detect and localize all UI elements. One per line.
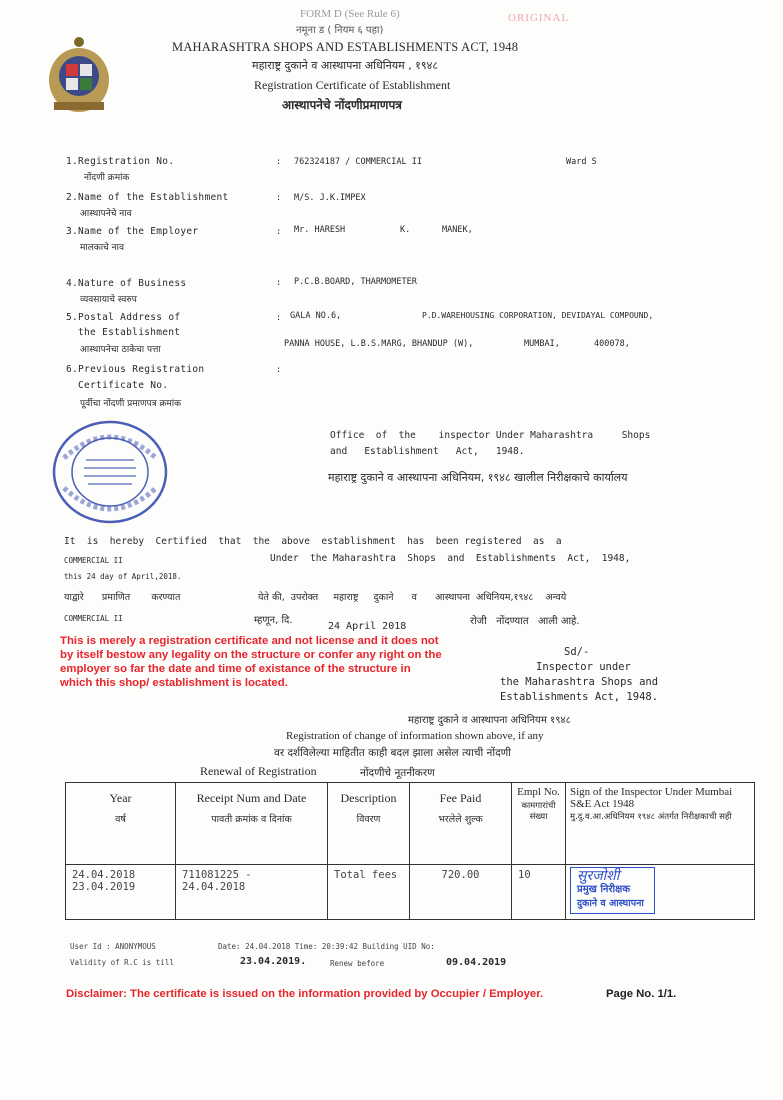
form-line-mr: नमूना ड ( नियम ६ पहा): [296, 25, 384, 36]
inspector-line3: Establishments Act, 1948.: [500, 691, 659, 703]
cell-year: 24.04.2018 23.04.2019: [66, 865, 176, 920]
certify-mr-category: COMMERCIAL II: [64, 614, 123, 623]
field-nature-of-business-label: 4.Nature of Business: [66, 278, 187, 289]
colon: :: [276, 278, 282, 288]
inspector-signature-stamp: [570, 867, 655, 914]
col-fee-mr: भरलेले शुल्क: [438, 814, 483, 825]
col-description: Description विवरण: [328, 783, 410, 865]
mcgm-emblem-logo: [44, 36, 114, 116]
col-fee: Fee Paid भरलेले शुल्क: [410, 783, 512, 865]
change-line-mr: वर दर्शविलेल्या माहितीत काही बदल झाला असेल त्याची नोंदणी: [274, 747, 511, 759]
inspector-line2: the Maharashtra Shops and: [500, 676, 659, 688]
office-line-mr: महाराष्ट्र दुकाने व आस्थापना अधिनियम, १९४८ खालील निरीक्षकाचे कार्यालय: [328, 471, 628, 484]
colon: :: [276, 365, 282, 375]
cert-title: Registration Certificate of Establishment: [254, 78, 451, 92]
field-previous-registration-label-2: Certificate No.: [78, 380, 169, 391]
renewal-header-row: [66, 783, 755, 865]
field-registration-no-label: 1.Registration No.: [66, 156, 175, 167]
ward-value: Ward S: [566, 157, 597, 167]
office-line1: Office of the inspector Under Maharashtra Shops: [330, 430, 651, 441]
footer-user-id: User Id : ANONYMOUS: [70, 942, 156, 951]
certify-category: COMMERCIAL II: [64, 556, 123, 565]
field-establishment-name-label: 2.Name of the Establishment: [66, 192, 229, 203]
employer-first-name: Mr. HARESH: [294, 225, 346, 235]
field-establishment-name-label-mr: आस्थापनेचे नाव: [80, 209, 132, 219]
certify-mr-tail: रोजी नोंदण्यात आली आहे.: [470, 616, 580, 627]
field-previous-registration-label-mr: पूर्वीचा नोंदणी प्रमाणपत्र क्रमांक: [80, 399, 181, 409]
act-title: MAHARASHTRA SHOPS AND ESTABLISHMENTS ACT, 1948: [172, 40, 519, 54]
certify-mr-line1-a: याद्वारे प्रमाणित करण्यात: [64, 592, 181, 603]
change-mr-act: महाराष्ट्र दुकाने व आस्थापना अधिनियम १९४८: [408, 715, 571, 726]
colon: :: [276, 157, 282, 167]
col-receipt: Receipt Num and Date पावती क्रमांक व दिनांक: [176, 783, 328, 865]
signature-dept: दुकाने व आस्थापना: [577, 898, 644, 909]
address-line1-a: GALA NO.6,: [290, 311, 342, 321]
legal-warning-text: This is merely a registration certificate and not license and it does not by itself bestow any legality on the structure or confer any right on the employer so far the date and time of existance of the structure in which this shop/ establishment is located.: [60, 635, 442, 689]
disclaimer-text: Disclaimer: The certificate is issued on the information provided by Occupier / Employer.: [66, 988, 544, 1000]
field-employer-name-label: 3.Name of the Employer: [66, 226, 199, 237]
renewal-title-mr: नोंदणीचे नूतनीकरण: [360, 767, 435, 779]
col-inspector-sign: Sign of the Inspector Under Mumbai S&E Act 1948 मु.दु.व.आ.अधिनियम १९४८ अंतर्गत निरीक्षकाची सही: [566, 783, 755, 865]
footer-datetime: Date: 24.04.2018 Time: 20:39:42 Building UID No:: [218, 942, 435, 951]
renewal-table: [65, 782, 755, 920]
field-nature-of-business-label-mr: व्यवसायाचे स्वरुप: [80, 295, 137, 305]
cell-fee: 720.00: [410, 865, 512, 920]
field-registration-no-label-mr: नोंदणी क्रमांक: [84, 173, 130, 183]
footer-renew-date: 09.04.2019: [446, 957, 507, 968]
office-line2: and Establishment Act, 1948.: [330, 446, 525, 457]
nature-of-business-value: P.C.B.BOARD, THARMOMETER: [294, 277, 417, 287]
field-previous-registration-label: 6.Previous Registration: [66, 364, 205, 375]
office-seal-stamp: [50, 418, 170, 526]
registration-no-value: 762324187 / COMMERCIAL II: [294, 157, 422, 167]
cell-description: Total fees: [328, 865, 410, 920]
certify-line1: It is hereby Certified that the above establishment has been registered as a: [64, 536, 562, 547]
establishment-name-value: M/S. J.K.IMPEX: [294, 193, 366, 203]
inspector-sd: Sd/-: [564, 646, 590, 658]
inspector-line1: Inspector under: [536, 661, 631, 673]
certify-under-act: Under the Maharashtra Shops and Establishments Act, 1948,: [270, 553, 631, 564]
cert-title-mr: आस्थापनेचे नोंदणीप्रमाणपत्र: [282, 98, 402, 112]
field-postal-address-label-2: the Establishment: [78, 327, 181, 338]
footer-validity-label: Validity of R.C is till: [70, 958, 174, 967]
signature-name: सुरजोशी: [577, 868, 620, 884]
certify-mr-line1-b: येते की, उपरोक्त महाराष्ट्र दुकाने व आस्थापना अधिनियम,१९४८ अन्वये: [258, 592, 567, 603]
field-postal-address-label: 5.Postal Address of: [66, 312, 181, 323]
renewal-title: Renewal of Registration: [200, 764, 317, 778]
address-line2-a: PANNA HOUSE, L.B.S.MARG, BHANDUP (W),: [284, 339, 474, 349]
field-employer-name-label-mr: मालकाचे नाव: [80, 243, 124, 253]
address-line2-b: MUMBAI,: [524, 339, 560, 349]
change-line: Registration of change of information shown above, if any: [286, 730, 544, 742]
colon: :: [276, 193, 282, 203]
col-year: Year वर्ष: [66, 783, 176, 865]
certify-mr-hence: म्हणून, दि.: [254, 615, 293, 626]
employer-middle-name: K.: [400, 225, 411, 235]
col-inspector-sign-mr: मु.दु.व.आ.अधिनियम १९४८ अंतर्गत निरीक्षकाची सही: [570, 812, 732, 822]
field-postal-address-label-mr: आस्थापनेचा ठाकेचा पत्ता: [80, 345, 161, 355]
original-stamp: ORIGINAL: [508, 12, 570, 24]
col-empl-mr: कामगारांची संख्या: [521, 801, 556, 822]
colon: :: [276, 313, 282, 323]
address-line2-c: 400078,: [594, 339, 630, 349]
col-year-mr: वर्ष: [115, 814, 126, 825]
certify-day-line: this 24 day of April,2018.: [64, 572, 182, 581]
signature-title: प्रमुख निरीक्षक: [577, 884, 631, 895]
address-line1-b: P.D.WAREHOUSING CORPORATION, DEVIDAYAL COMPOUND,: [422, 311, 654, 320]
footer-validity-date: 23.04.2019.: [240, 956, 307, 967]
act-title-mr: महाराष्ट्र दुकाने व आस्थापना अधिनियम , १९४८: [252, 59, 439, 72]
col-empl: Empl No. कामगारांची संख्या: [512, 783, 566, 865]
cell-empl: 10: [512, 865, 566, 920]
footer-renew-label: Renew before: [330, 959, 385, 968]
col-receipt-mr: पावती क्रमांक व दिनांक: [211, 814, 292, 825]
employer-last-name: MANEK,: [442, 225, 473, 235]
cell-signature: [566, 865, 755, 920]
form-line: FORM D (See Rule 6): [300, 8, 400, 20]
renewal-row: [66, 865, 755, 920]
page-number: Page No. 1/1.: [606, 988, 677, 1000]
col-description-mr: विवरण: [356, 814, 381, 825]
certify-mr-date: 24 April 2018: [328, 621, 407, 632]
cell-receipt: 711081225 - 24.04.2018: [176, 865, 328, 920]
colon: :: [276, 227, 282, 237]
